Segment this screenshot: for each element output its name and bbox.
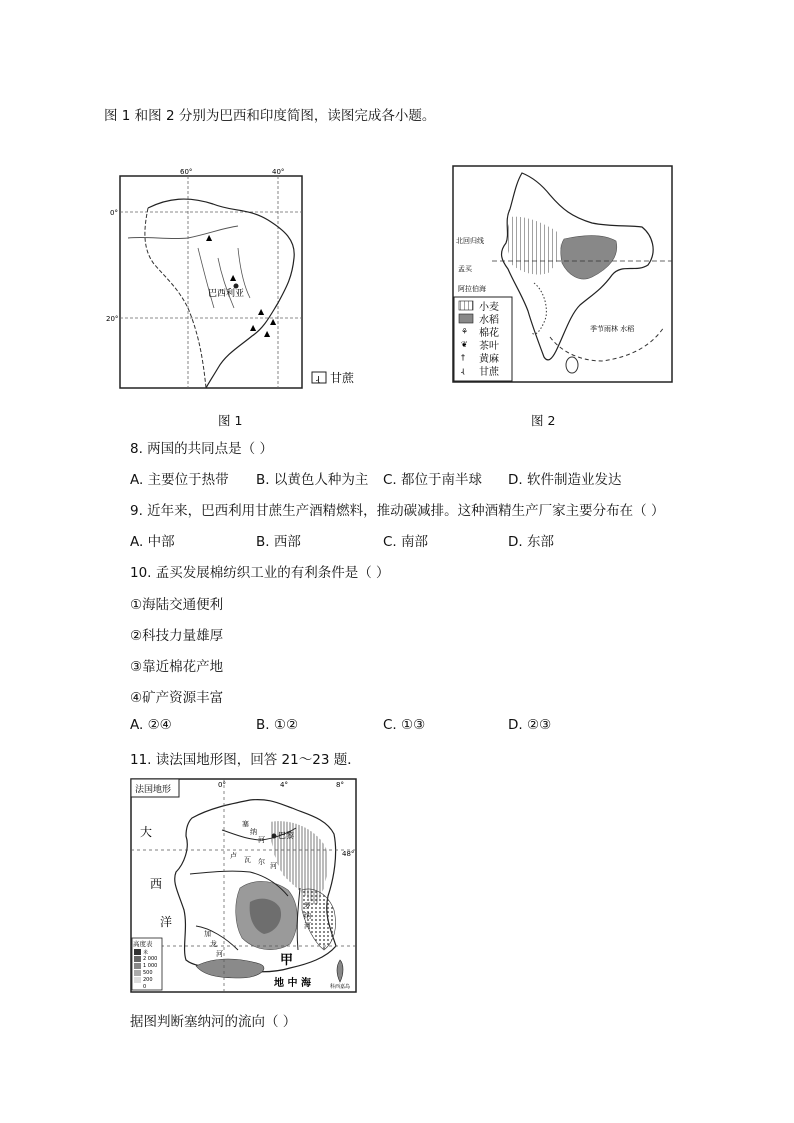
river-branch-3 bbox=[218, 258, 234, 308]
legend-swatch-5 bbox=[134, 977, 141, 983]
loire-label-3: 尔 bbox=[258, 858, 265, 866]
q11-stem: 11. 读法国地形图，回答 21～23 题． bbox=[130, 752, 361, 768]
legend-rice-label: 水稻 bbox=[479, 315, 499, 326]
brazil-map bbox=[106, 168, 373, 393]
paris-label: 巴黎 bbox=[278, 831, 294, 840]
lon-0-label: 0° bbox=[218, 781, 226, 789]
q10-item-1: ①海陆交通便利 bbox=[130, 597, 224, 613]
lat-20-label: 20° bbox=[106, 315, 119, 323]
sugarcane-symbol: ▲ bbox=[258, 307, 265, 316]
q9-stem: 9. 近年来，巴西利用甘蔗生产酒精燃料，推动碳减排。这种酒精生产厂家主要分布在（ ） bbox=[130, 503, 665, 519]
q10-item-3: ③靠近棉花产地 bbox=[130, 659, 224, 675]
seine-label: 塞 bbox=[242, 820, 249, 828]
india-map bbox=[452, 165, 674, 385]
q10-option-c[interactable]: C. ①③ bbox=[383, 717, 426, 733]
loire-label-4: 河 bbox=[270, 862, 277, 870]
lon-4-label: 4° bbox=[280, 781, 288, 789]
legend-jute-label: 黄麻 bbox=[479, 354, 499, 365]
sugarcane-legend-icon: ɻ bbox=[316, 374, 320, 384]
legend-tea-label: 茶叶 bbox=[479, 341, 499, 352]
france-title: 法国地形 bbox=[135, 785, 172, 795]
seine-label-2: 纳 bbox=[250, 828, 257, 836]
q8-option-a[interactable]: A. 主要位于热带 bbox=[130, 472, 229, 488]
legend-cotton-icon: ⚘ bbox=[461, 327, 469, 336]
mumbai-label: 孟买 bbox=[458, 265, 472, 273]
legend-value-1: 米 bbox=[143, 950, 149, 956]
brazil-border bbox=[145, 208, 206, 388]
corsica-label: 科西嘉岛 bbox=[330, 984, 351, 990]
arabian-sea-label: 阿拉伯海 bbox=[458, 285, 486, 293]
q9-option-c[interactable]: C. 南部 bbox=[383, 534, 429, 550]
lat-0-label: 0° bbox=[110, 209, 118, 217]
legend-sugarcane-label: 甘蔗 bbox=[479, 367, 499, 378]
tropic-label: 北回归线 bbox=[456, 237, 484, 245]
legend-jute-icon: † bbox=[461, 353, 465, 362]
legend-value-6: 0 bbox=[143, 984, 147, 990]
q10-item-4: ④矿产资源丰富 bbox=[130, 690, 224, 706]
legend-value-4: 500 bbox=[143, 970, 153, 976]
garonne-label-3: 河 bbox=[216, 950, 223, 958]
q9-option-b[interactable]: B. 西部 bbox=[256, 534, 301, 550]
lon-8-label: 8° bbox=[336, 781, 344, 789]
garonne-label-2: 龙 bbox=[210, 940, 217, 948]
atlantic-char-2: 西 bbox=[150, 877, 163, 891]
legend-value-2: 2 000 bbox=[143, 956, 158, 962]
q8-option-c[interactable]: C. 都位于南半球 bbox=[383, 472, 483, 488]
atlantic-char-1: 大 bbox=[140, 825, 153, 839]
lat-48-label: 48° bbox=[342, 850, 355, 858]
sugarcane-symbol: ▲ bbox=[206, 233, 213, 242]
garonne-label: 加 bbox=[204, 930, 211, 938]
legend-swatch-1 bbox=[134, 949, 141, 955]
sugarcane-symbol: ▲ bbox=[250, 323, 257, 332]
brazil-map-frame bbox=[120, 176, 302, 388]
q10-item-2: ②科技力量雄厚 bbox=[130, 628, 224, 644]
fig2-caption: 图 2 bbox=[531, 413, 556, 428]
fig1-caption: 图 1 bbox=[218, 413, 243, 428]
legend-value-5: 200 bbox=[143, 977, 153, 983]
intro-text: 图 1 和图 2 分别为巴西和印度简图，读图完成各小题。 bbox=[104, 108, 436, 124]
q11-followup: 据图判断塞纳河的流向（ ） bbox=[130, 1014, 297, 1030]
q10-stem: 10. 孟买发展棉纺织工业的有利条件是（ ） bbox=[130, 565, 390, 581]
legend-wheat-label: 小麦 bbox=[479, 302, 499, 313]
legend-tea-icon: ❦ bbox=[461, 340, 468, 349]
rhone-label-2: 纳 bbox=[304, 912, 311, 920]
legend-rice-swatch bbox=[459, 314, 473, 323]
seine-label-3: 河 bbox=[258, 836, 265, 844]
altitude-legend-title: 高度表 bbox=[133, 940, 153, 948]
legend-swatch-3 bbox=[134, 963, 141, 969]
lon-40-label: 40° bbox=[272, 168, 285, 176]
lon-60-label: 60° bbox=[180, 168, 193, 176]
q9-option-a[interactable]: A. 中部 bbox=[130, 534, 175, 550]
coast-note: 季节雨林 水稻 bbox=[590, 325, 635, 333]
sugarcane-symbol: ▲ bbox=[270, 317, 277, 326]
atlantic-char-3: 洋 bbox=[160, 915, 173, 929]
legend-sugarcane-label: 甘蔗 bbox=[330, 371, 355, 385]
paris-dot bbox=[272, 834, 277, 839]
q10-option-d[interactable]: D. ②③ bbox=[508, 717, 552, 733]
sugarcane-symbol: ▲ bbox=[264, 329, 271, 338]
legend-value-3: 1 000 bbox=[143, 963, 158, 969]
sri-lanka bbox=[566, 357, 578, 373]
q8-option-d[interactable]: D. 软件制造业发达 bbox=[508, 472, 622, 488]
q8-option-b[interactable]: B. 以黄色人种为主 bbox=[256, 472, 369, 488]
q10-option-b[interactable]: B. ①② bbox=[256, 717, 299, 733]
legend-sugarcane-icon: ɻ bbox=[461, 366, 465, 375]
loire-label-2: 瓦 bbox=[244, 856, 251, 864]
q10-option-a[interactable]: A. ②④ bbox=[130, 717, 172, 733]
legend-wheat-swatch bbox=[459, 301, 473, 310]
rhone-label: 罗 bbox=[304, 902, 311, 910]
sugarcane-symbol: ▲ bbox=[230, 273, 237, 282]
legend-swatch-2 bbox=[134, 956, 141, 962]
jia-label: 甲 bbox=[280, 953, 294, 968]
legend-swatch-4 bbox=[134, 970, 141, 976]
france-map bbox=[130, 778, 358, 994]
capital-dot bbox=[234, 284, 239, 289]
river-branch-1 bbox=[198, 248, 214, 308]
legend-cotton-label: 棉花 bbox=[479, 328, 499, 339]
brazilia-label: 巴西利亚 bbox=[208, 289, 245, 299]
loire-label: 卢 bbox=[230, 852, 237, 860]
q9-option-d[interactable]: D. 东部 bbox=[508, 534, 554, 550]
med-label: 地 中 海 bbox=[274, 978, 311, 989]
q8-stem: 8. 两国的共同点是（ ） bbox=[130, 441, 273, 457]
rhone-label-3: 河 bbox=[304, 922, 311, 930]
